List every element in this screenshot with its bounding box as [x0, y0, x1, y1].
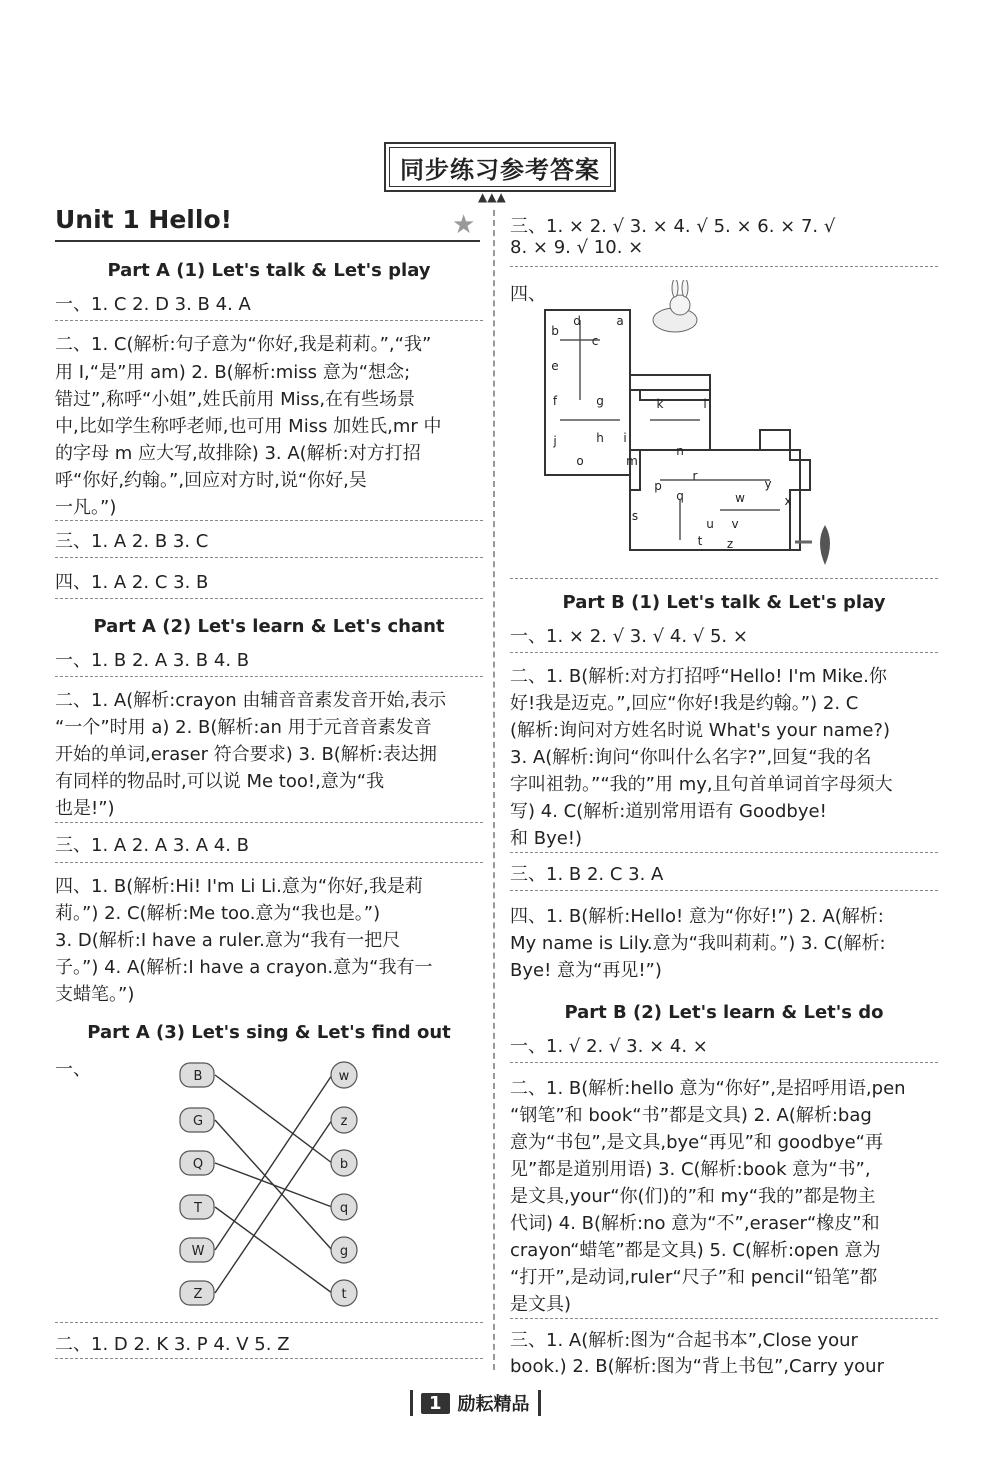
answer-title-box [384, 142, 616, 192]
pb2-line: 是文具,your“你(们)的”和 my“我的”都是物主 [510, 1186, 876, 1207]
maze-letter: y [764, 477, 772, 491]
pa1-line: 三、1. A 2. B 3. C [55, 531, 209, 552]
upper-letter: Q [192, 1157, 204, 1172]
answer-title: 同步练习参考答案 [389, 147, 611, 187]
pa2-line: 四、1. B(解析:Hi! I'm Li Li.意为“你好,我是莉 [55, 876, 423, 897]
pa1-line: 一、1. C 2. D 3. B 4. A [55, 294, 251, 315]
brand-name: 励耘精品 [457, 1394, 530, 1415]
divider [510, 652, 938, 653]
pb1-line: 一、1. × 2. √ 3. √ 4. √ 5. × [510, 626, 748, 647]
pa1-line: 二、1. C(解析:句子意为“你好,我是莉莉。”,“我” [55, 334, 432, 355]
divider [55, 822, 483, 823]
lower-letter: z [340, 1114, 348, 1129]
pb2-line: 三、1. A(解析:图为“合起书本”,Close your [510, 1330, 858, 1351]
pb1-line: 四、1. B(解析:Hello! 意为“你好!”) 2. A(解析: [510, 906, 884, 927]
footer-bar [538, 1390, 541, 1416]
divider [510, 890, 938, 891]
rabbit-icon [653, 280, 697, 332]
pb1-line: 三、1. B 2. C 3. A [510, 864, 664, 885]
pa1-heading: Part A (1) Let's talk & Let's play [107, 260, 431, 281]
pb1-line: 3. A(解析:询问“你叫什么名字?”,回复“我的名 [510, 747, 872, 768]
upper-letter: B [193, 1069, 203, 1084]
divider [55, 320, 483, 321]
alphabet-maze [540, 280, 840, 570]
pb1-line: My name is Lily.意为“我叫莉莉。”) 3. C(解析: [510, 933, 886, 954]
q3-answers: 三、1. × 2. √ 3. × 4. √ 5. × 6. × 7. √ [510, 216, 836, 237]
maze-letter: w [735, 491, 745, 505]
pa2-line: 子。”) 4. A(解析:I have a crayon.意为“我有一 [55, 957, 433, 978]
maze-letter: r [692, 469, 698, 483]
maze-letter: i [623, 431, 627, 445]
divider [55, 676, 483, 677]
divider [510, 266, 938, 267]
lower-letter: w [338, 1069, 350, 1084]
pb1-line: 二、1. B(解析:对方打招呼“Hello! I'm Mike.你 [510, 666, 887, 687]
pb2-line: 是文具) [510, 1294, 572, 1315]
pa2-line: 三、1. A 2. A 3. A 4. B [55, 835, 250, 856]
pb2-line: 见”都是道别用语) 3. C(解析:book 意为“书”, [510, 1159, 871, 1180]
lower-letter: t [341, 1287, 347, 1302]
pa1-line: 四、1. A 2. C 3. B [55, 572, 209, 593]
pa2-line: 3. D(解析:I have a ruler.意为“我有一把尺 [55, 930, 401, 951]
maze-letter: s [631, 509, 639, 523]
pb2-heading: Part B (2) Let's learn & Let's do [564, 1002, 884, 1023]
pa1-line: 一凡。”) [55, 497, 117, 518]
maze-letter: g [596, 394, 604, 408]
upper-letter: T [194, 1201, 202, 1216]
pa2-line: 莉。”) 2. C(解析:Me too.意为“我也是。”) [55, 903, 381, 924]
star-icon: ★ [452, 210, 476, 240]
q3-answers-cont: 8. × 9. √ 10. × [510, 237, 644, 258]
match-line [215, 1207, 332, 1293]
divider [55, 520, 483, 521]
maze-letter: t [697, 534, 703, 548]
pb2-line: “打开”,是动词,ruler“尺子”和 pencil“铅笔”都 [510, 1267, 878, 1288]
maze-letter: b [551, 324, 559, 338]
pa3-q2: 二、1. D 2. K 3. P 4. V 5. Z [55, 1334, 290, 1355]
upper-letter: G [192, 1114, 204, 1129]
maze-letter: l [703, 397, 707, 411]
maze-letter: v [731, 517, 739, 531]
pb1-heading: Part B (1) Let's talk & Let's play [562, 592, 886, 613]
pb1-line: 好!我是迈克。”,回应“你好!我是约翰。”) 2. C [510, 693, 859, 714]
pa3-heading: Part A (3) Let's sing & Let's find out [87, 1022, 451, 1043]
lower-letter: g [339, 1244, 349, 1259]
divider [55, 1358, 483, 1359]
pa2-line: 开始的单词,eraser 符合要求) 3. B(解析:表达拥 [55, 744, 437, 765]
footer-bar [410, 1390, 413, 1416]
match-line [215, 1075, 332, 1250]
pa1-line: 中,比如学生称呼老师,也可用 Miss 加姓氏,mr 中 [55, 416, 442, 437]
match-line [215, 1075, 332, 1163]
pa2-line: 二、1. A(解析:crayon 由辅音音素发音开始,表示 [55, 690, 447, 711]
divider [55, 598, 483, 599]
maze-letter: k [656, 397, 664, 411]
maze-letter: m [626, 454, 638, 468]
pa1-line: 用 I,“是”用 am) 2. B(解析:miss 意为“想念; [55, 362, 411, 383]
divider [510, 1062, 938, 1063]
pa2-line: 有同样的物品时,可以说 Me too!,意为“我 [55, 771, 385, 792]
lower-letter: b [339, 1157, 349, 1172]
divider [510, 1318, 938, 1319]
pb2-line: 二、1. B(解析:hello 意为“你好”,是招呼用语,pen [510, 1078, 906, 1099]
maze-letter: o [576, 454, 584, 468]
pa2-line: 也是!”) [55, 798, 115, 819]
maze-letter: c [591, 334, 599, 348]
maze-letter: e [551, 359, 559, 373]
pb2-line: 一、1. √ 2. √ 3. × 4. × [510, 1036, 708, 1057]
maze-letter: u [706, 517, 714, 531]
pa2-heading: Part A (2) Let's learn & Let's chant [93, 616, 445, 637]
pb2-line: crayon“蜡笔”都是文具) 5. C(解析:open 意为 [510, 1240, 881, 1261]
pa1-line: 的字母 m 应大写,故排除) 3. A(解析:对方打招 [55, 443, 421, 464]
pa1-line: 呼“你好,约翰。”,回应对方时,说“你好,吴 [55, 470, 367, 491]
pb1-line: Bye! 意为“再见!”) [510, 960, 662, 981]
page-number: 1 [421, 1393, 450, 1414]
pb2-line: book.) 2. B(解析:图为“背上书包”,Carry your [510, 1356, 884, 1377]
maze-letter: f [552, 394, 558, 408]
upper-letter: Z [193, 1287, 203, 1302]
unit-title: Unit 1 Hello! [55, 205, 233, 234]
maze-letter: q [676, 489, 684, 503]
maze-letter: n [676, 444, 684, 458]
pb2-line: “钢笔”和 book“书”都是文具) 2. A(解析:bag [510, 1105, 872, 1126]
pb2-line: 代词) 4. B(解析:no 意为“不”,eraser“橡皮”和 [510, 1213, 880, 1234]
pa2-line: 一、1. B 2. A 3. B 4. B [55, 650, 250, 671]
maze-letter: h [596, 431, 604, 445]
divider [510, 852, 938, 853]
maze-letter: j [553, 434, 557, 448]
unit-underline [55, 240, 480, 242]
page-footer [410, 1387, 541, 1419]
maze-letter: a [616, 314, 624, 328]
title-arrow-decoration: ▲▲▲ [478, 190, 506, 204]
divider [510, 578, 938, 579]
pb1-line: 写) 4. C(解析:道别常用语有 Goodbye! [510, 801, 827, 822]
pa1-line: 错过”,称呼“小姐”,姓氏前用 Miss,在有些场景 [55, 389, 416, 410]
maze-letter: p [654, 479, 662, 493]
q4-label: 四、 [510, 284, 546, 305]
divider [55, 557, 483, 558]
column-divider [493, 210, 495, 1370]
maze-letter: z [726, 537, 734, 551]
pa3-q1-label: 一、 [55, 1059, 91, 1080]
letter-matching-diagram [160, 1060, 380, 1320]
pb1-line: 和 Bye!) [510, 828, 583, 849]
match-line [215, 1120, 332, 1293]
lower-letter: q [339, 1201, 349, 1216]
maze-letter: x [784, 494, 792, 508]
match-line [215, 1163, 332, 1207]
divider [55, 1322, 483, 1323]
pa2-line: 支蜡笔。”) [55, 984, 135, 1005]
pa2-line: “一个”时用 a) 2. B(解析:an 用于元音音素发音 [55, 717, 432, 738]
divider [55, 862, 483, 863]
upper-letter: W [191, 1244, 205, 1259]
maze-letter: d [573, 314, 581, 328]
pb1-line: 字叫祖勃。”“我的”用 my,且句首单词首字母须大 [510, 774, 893, 795]
pb2-line: 意为“书包”,是文具,bye“再见”和 goodbye“再 [510, 1132, 883, 1153]
pb1-line: (解析:询问对方姓名时说 What's your name?) [510, 720, 890, 741]
